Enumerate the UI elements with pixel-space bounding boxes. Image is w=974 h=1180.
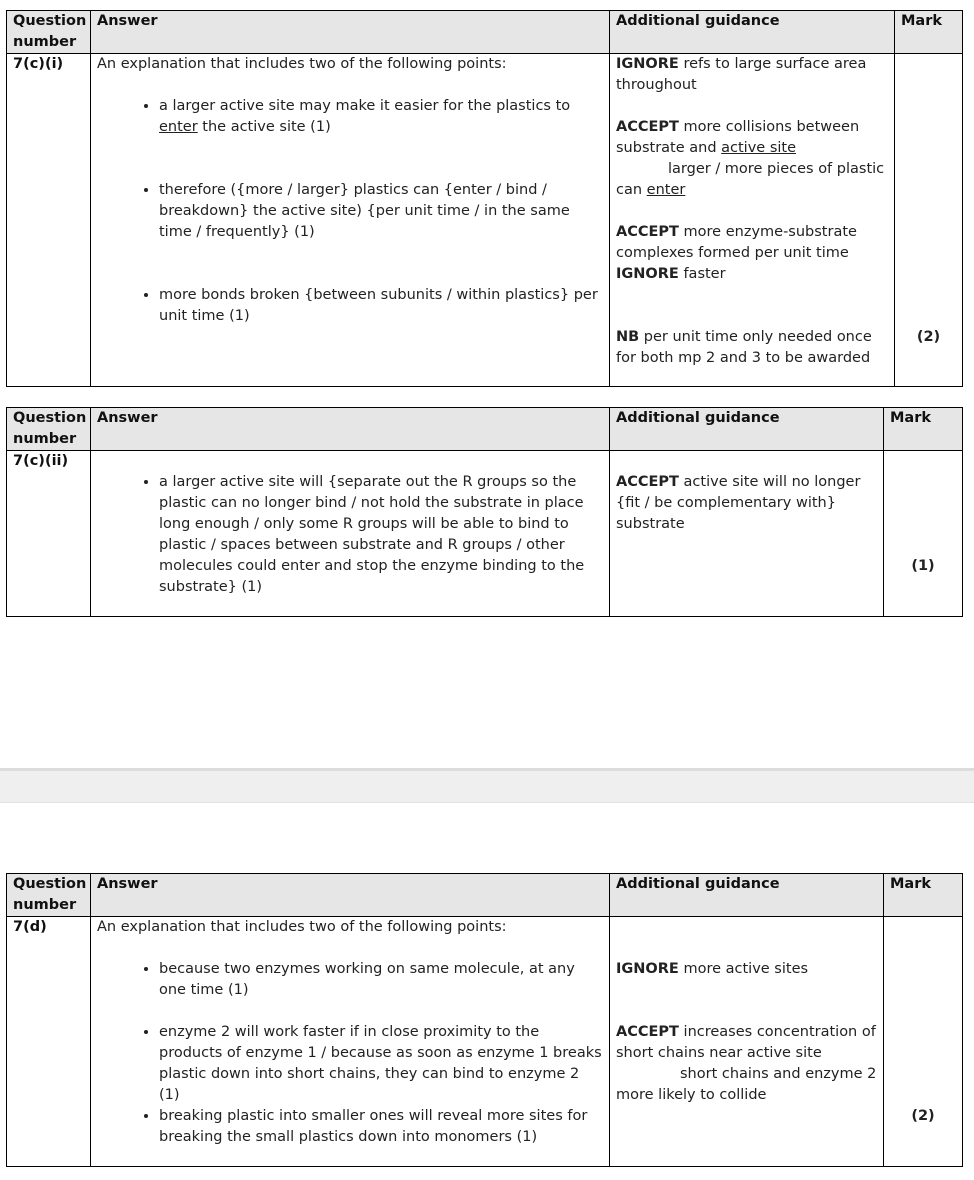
- answer-cell: [91, 917, 610, 1167]
- table-row: [7, 451, 963, 617]
- header-question-number: Question number: [7, 874, 91, 917]
- answer-intro: An explanation that includes two of the following points:: [97, 56, 507, 72]
- header-mark: Mark: [895, 11, 963, 54]
- header-question-number: Question number: [7, 11, 91, 54]
- mark-cell: [884, 917, 963, 1167]
- header-additional-guidance: Additional guidance: [610, 874, 884, 917]
- guidance-nb: NB per unit time only needed once for both mp 2 and 3 to be awarded: [616, 329, 872, 366]
- header-mark: Mark: [884, 874, 963, 917]
- answer-point-3: • breaking plastic into smaller ones will reveal more sites for breaking the small plastics down into monomers (1): [159, 1106, 603, 1148]
- guidance-accept-collisions: ACCEPT more collisions between substrate and active site: [616, 119, 860, 156]
- header-mark: Mark: [884, 408, 963, 451]
- answer-cell: [91, 54, 610, 387]
- header-answer: Answer: [91, 408, 610, 451]
- table-header-row: [7, 408, 963, 451]
- guidance-ignore: IGNORE refs to large surface area throughout: [616, 56, 867, 93]
- mark-value: (2): [916, 329, 941, 345]
- page-separator: [0, 768, 974, 803]
- guidance-cell: [610, 451, 884, 617]
- answer-points-list: [97, 959, 603, 1148]
- guidance-accept: ACCEPT active site will no longer {fit / be complementary with} substrate: [616, 474, 861, 532]
- markscheme-table-7d: [6, 873, 963, 1167]
- table-header-row: [7, 11, 963, 54]
- guidance-cell: IGNORE more active sites ACCEPT increases concentration of short chains near active site short chains and enzyme 2 more likely to collide: [610, 917, 884, 1167]
- header-additional-guidance: Additional guidance: [610, 11, 895, 54]
- answer-point-3: • more bonds broken {between subunits / within plastics} per unit time (1): [159, 285, 603, 327]
- header-additional-guidance: Additional guidance: [610, 408, 884, 451]
- header-answer: Answer: [91, 874, 610, 917]
- answer-points-list: [97, 96, 603, 327]
- guidance-accept: ACCEPT increases concentration of short chains near active site: [616, 1024, 876, 1061]
- mark-cell: [884, 451, 963, 617]
- answer-point-1: • because two enzymes working on same molecule, at any one time (1): [159, 959, 603, 1022]
- answer-point-1: • a larger active site will {separate out the R groups so the plastic can no longer bind / not hold the substrate in place long enough / only some R groups will be able to bind to plastic / spaces between substrate and R groups / other molecules could enter and stop the enzyme binding to the substrate} (1): [159, 472, 603, 598]
- answer-points-list: [97, 472, 603, 598]
- markscheme-table-7c-ii: [6, 407, 963, 617]
- table-row: [7, 54, 963, 387]
- mark-value: (2): [911, 1108, 935, 1124]
- answer-point-2: • therefore ({more / larger} plastics can {enter / bind / breakdown} the active site) {per unit time / in the same time / frequently} (1): [159, 180, 603, 285]
- guidance-accept-complexes: ACCEPT more enzyme-substrate complexes formed per unit time: [616, 224, 857, 261]
- table-row: [7, 917, 963, 1167]
- guidance-accept-larger: larger / more pieces of plastic: [668, 161, 885, 177]
- answer-intro: An explanation that includes two of the following points:: [97, 919, 507, 935]
- mark-cell: [895, 54, 963, 387]
- question-number: 7(d): [13, 919, 47, 935]
- markscheme-table-7c-i: [6, 10, 963, 387]
- header-answer: Answer: [91, 11, 610, 54]
- question-number: 7(c)(i): [13, 56, 64, 72]
- mark-value: (1): [911, 558, 935, 574]
- guidance-cell: IGNORE refs to large surface area throughout ACCEPT more collisions between substrate and active site larger / more pieces of plastic can enter ACCEPT more enzyme-substrate complexes formed per unit time IGNORE faster NB per unit time only needed once for both mp 2 and 3 to be awarded: [610, 54, 895, 387]
- table-header-row: [7, 874, 963, 917]
- question-number: 7(c)(ii): [13, 453, 69, 469]
- guidance-ignore: IGNORE more active sites: [616, 961, 809, 977]
- answer-point-2: • enzyme 2 will work faster if in close proximity to the products of enzyme 1 / because as soon as enzyme 1 breaks plastic down into short chains, they can bind to enzyme 2 (1): [159, 1022, 603, 1106]
- answer-cell: [91, 451, 610, 617]
- answer-point-1: • a larger active site may make it easier for the plastics to enter the active site (1): [159, 96, 603, 180]
- header-question-number: Question number: [7, 408, 91, 451]
- guidance-ignore-faster: IGNORE faster: [616, 266, 726, 282]
